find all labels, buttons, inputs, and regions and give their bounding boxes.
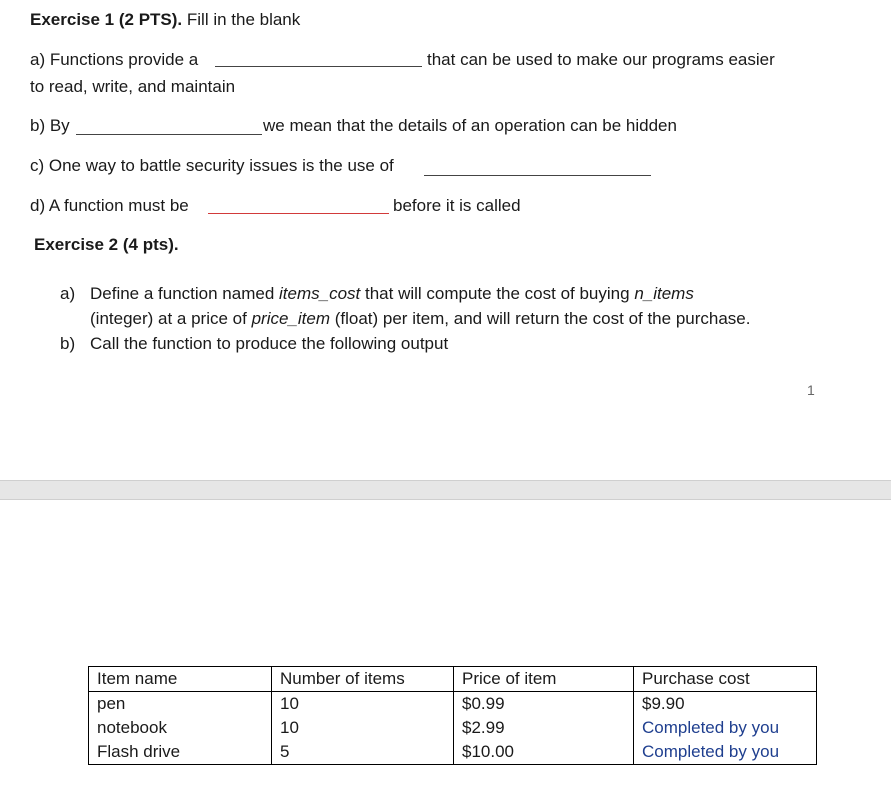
cell-price-of-item: $2.99 (454, 716, 634, 740)
text-segment: (integer) at a price of (90, 309, 252, 328)
purchase-table (88, 666, 817, 765)
exercise-2-item-a-line1 (90, 284, 694, 304)
list-label-a: a) (60, 284, 76, 303)
function-name: items_cost (279, 284, 361, 303)
header-price-of-item: Price of item (454, 667, 634, 692)
list-label-b: b) (60, 334, 76, 353)
question-a-continued: to read, write, and maintain (30, 77, 236, 96)
question-b-text: b) By (30, 116, 70, 135)
table-row (89, 716, 817, 740)
param-price-item: price_item (251, 309, 330, 328)
question-a-text: a) Functions provide a (30, 50, 199, 69)
exercise-1-title: Exercise 1 (2 PTS). (30, 10, 183, 29)
exercise-1-instruction: Fill in the blank (186, 10, 301, 29)
blank-c[interactable] (424, 175, 651, 176)
cell-price-of-item: $0.99 (454, 692, 634, 717)
header-number-of-items: Number of items (272, 667, 454, 692)
blank-b[interactable] (76, 134, 262, 135)
exercise-2-title: Exercise 2 (4 pts). (34, 235, 179, 254)
exercise-1-heading (30, 10, 300, 30)
question-b-after: we mean that the details of an operation can be hidden (263, 116, 677, 135)
text-segment: Define a function named (90, 284, 280, 303)
text-segment: (float) per item, and will return the cost of the purchase. (330, 309, 751, 328)
question-d-after: before it is called (393, 196, 521, 215)
cell-price-of-item: $10.00 (454, 740, 634, 765)
question-a-after: that can be used to make our programs easier (427, 50, 775, 69)
cell-purchase-cost: Completed by you (634, 716, 817, 740)
cell-number-of-items: 10 (272, 716, 454, 740)
cell-item-name: pen (89, 692, 272, 717)
param-n-items: n_items (634, 284, 694, 303)
exercise-2-item-a-line2 (90, 309, 750, 329)
page-number: 1 (807, 382, 815, 398)
cell-item-name: notebook (89, 716, 272, 740)
cell-number-of-items: 10 (272, 692, 454, 717)
text-segment: that will compute the cost of buying (360, 284, 635, 303)
header-item-name: Item name (89, 667, 272, 692)
question-c-text: c) One way to battle security issues is the use of (30, 156, 394, 175)
page-separator (0, 480, 891, 500)
header-purchase-cost: Purchase cost (634, 667, 817, 692)
cell-purchase-cost: Completed by you (634, 740, 817, 765)
cell-purchase-cost: $9.90 (634, 692, 817, 717)
exercise-2-item-b: Call the function to produce the following output (90, 334, 449, 353)
question-d-text: d) A function must be (30, 196, 189, 215)
table-row (89, 692, 817, 717)
table-header-row (89, 667, 817, 692)
blank-a[interactable] (215, 66, 422, 67)
blank-d[interactable] (208, 213, 389, 214)
cell-number-of-items: 5 (272, 740, 454, 765)
table-row (89, 740, 817, 765)
cell-item-name: Flash drive (89, 740, 272, 765)
